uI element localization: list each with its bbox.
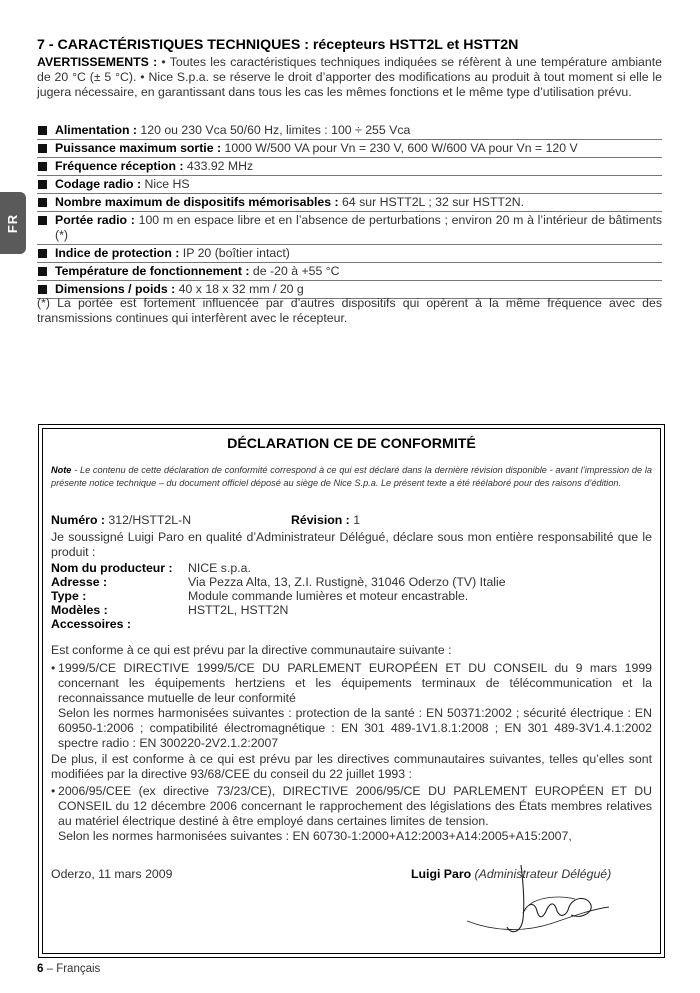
declaration-intro: Je soussigné Luigi Paro en qualité d’Administrateur Délégué, déclare sous mon entière responsabilité que le produit :	[51, 530, 652, 559]
models-key: Modèles :	[51, 603, 108, 617]
revision-value: 1	[353, 513, 361, 527]
spec-row	[37, 194, 662, 212]
spec-value: 433.92 MHz	[186, 159, 254, 173]
warning-label: AVERTISSEMENTS :	[37, 55, 158, 69]
revision-block	[291, 513, 360, 528]
spec-label: Puissance maximum sortie :	[55, 141, 222, 155]
spec-label: Portée radio :	[55, 213, 135, 227]
declaration-inner-frame	[42, 428, 661, 954]
spec-value: 1000 W/500 VA pour Vn = 230 V, 600 W/600 VA pour Vn = 120 V	[224, 141, 578, 155]
spec-value: 100 m en espace libre et en l’absence de perturbations ; environ 20 m à l’intérieur de bâtiments (*)	[55, 213, 663, 242]
bullet-dot-icon: •	[51, 661, 56, 675]
footer-language: – Français	[43, 963, 101, 975]
spec-row	[37, 212, 662, 245]
spec-row	[37, 263, 662, 281]
page-number: 6	[37, 963, 44, 975]
spec-value: IP 20 (boîtier intact)	[182, 246, 290, 260]
producer-key: Nom du producteur :	[51, 561, 173, 575]
address-value: Via Pezza Alta, 13, Z.I. Rustignè, 31046 Oderzo (TV) Italie	[188, 575, 506, 589]
spec-row	[37, 140, 662, 158]
spec-value: de -20 à +55 °C	[252, 264, 340, 278]
footnote: (*) La portée est fortement influencée par d’autres dispositifs qui opèrent à la même fréquence avec des transmissions continues qui interfèrent avec le récepteur.	[37, 296, 662, 325]
directive-2-norms: Selon les normes harmonisées suivantes : EN 60730-1:2000+A12:2003+A14:2005+A15:2007,	[58, 829, 572, 843]
address-row	[51, 575, 652, 590]
note-label: Note	[51, 465, 72, 475]
bullet-square-icon	[38, 180, 47, 189]
directive-1-text: 1999/5/CE DIRECTIVE 1999/5/CE DU PARLEMENT EUROPÉEN ET DU CONSEIL du 9 mars 1999 concernant les équipements hertziens et les équipements terminaux de télécommunication et la reconnaissance mutuelle de leur conformité	[58, 661, 652, 705]
page-footer	[37, 962, 100, 977]
spec-label: Nombre maximum de dispositifs mémorisables :	[55, 195, 339, 209]
spec-row	[37, 176, 662, 194]
declaration-note	[51, 464, 652, 490]
directive-2-text: 2006/95/CEE (ex directive 73/23/CE), DIRECTIVE 2006/95/CE DU PARLEMENT EUROPÉEN ET DU CONSEIL du 12 décembre 2006 concernant le rapprochement des législations des États membres relatives au matériel électrique destiné à être employé dans certaines limites de tension.	[58, 784, 652, 828]
spec-label: Indice de protection :	[55, 246, 180, 260]
spec-label: Alimentation :	[55, 123, 137, 137]
bullet-square-icon	[38, 126, 47, 135]
warning-paragraph	[37, 55, 662, 100]
section-title: 7 - CARACTÉRISTIQUES TECHNIQUES : récepteurs HSTT2L et HSTT2N	[37, 37, 519, 53]
bullet-square-icon	[38, 144, 47, 153]
spec-value: 120 ou 230 Vca 50/60 Hz, limites : 100 ÷ 255 Vca	[140, 123, 411, 137]
bullet-dot-icon: •	[51, 784, 56, 798]
bullet-square-icon	[38, 285, 47, 294]
numero-label: Numéro :	[51, 513, 105, 527]
conformity-statement-1: Est conforme à ce qui est prévu par la directive communautaire suivante :	[51, 643, 452, 657]
declaration-title: DÉCLARATION CE DE CONFORMITÉ	[227, 436, 476, 452]
models-value: HSTT2L, HSTT2N	[188, 603, 289, 617]
spec-label: Dimensions / poids :	[55, 282, 176, 296]
bullet-square-icon	[38, 162, 47, 171]
bullet-square-icon	[38, 216, 47, 225]
bullet-square-icon	[38, 198, 47, 207]
bullet-square-icon	[38, 249, 47, 258]
spec-value: 40 x 18 x 32 mm / 20 g	[178, 282, 304, 296]
numero-value: 312/HSTT2L-N	[108, 513, 192, 527]
type-value: Module commande lumières et moteur encastrable.	[188, 589, 469, 603]
spec-row	[37, 245, 662, 263]
producer-row	[51, 561, 652, 576]
spec-row	[37, 158, 662, 176]
place-date: Oderzo, 11 mars 2009	[51, 867, 173, 881]
spec-value: 64 sur HSTT2L ; 32 sur HSTT2N.	[342, 195, 525, 209]
directive-bullet-2	[51, 784, 652, 844]
spec-label: Fréquence réception :	[55, 159, 184, 173]
declaration-box	[38, 424, 665, 958]
type-key: Type :	[51, 589, 87, 603]
directive-bullet-1	[51, 661, 652, 751]
spec-label: Température de fonctionnement :	[55, 264, 250, 278]
address-key: Adresse :	[51, 575, 108, 589]
type-row	[51, 589, 652, 604]
warning-text: • Toutes les caractéristiques techniques indiquées se réfèrent à une température ambiante de 20 °C (± 5 °C). • Nice S.p.a. se réserve le droit d’apporter des modifications au produit à tout moment si elle le jugera nécessaire, en garantissant dans tous les cas les mêmes fonctions et le même type d’utilisation prévu.	[37, 55, 662, 99]
spec-label: Codage radio :	[55, 177, 142, 191]
spec-list	[37, 122, 662, 299]
revision-label: Révision :	[291, 513, 350, 527]
directive-1-norms: Selon les normes harmonisées suivantes : protection de la santé : EN 50371:2002 ; sécurité électrique : EN 60950-1:2006 ; compatibilité électromagnétique : EN 301 489-1V1.8.1:2008 ; EN 301 489-3V1.4.1:2002 spectre radio : EN 300220-2V2.1.2:2007	[58, 706, 652, 750]
models-row	[51, 603, 652, 618]
spec-value: Nice HS	[144, 177, 190, 191]
language-tab-label: FR	[5, 213, 21, 233]
accessories-row	[51, 617, 652, 632]
producer-value: NICE s.p.a.	[188, 561, 251, 575]
bullet-square-icon	[38, 267, 47, 276]
spec-row	[37, 122, 662, 140]
handwritten-signature-icon	[463, 861, 613, 943]
accessories-key: Accessoires :	[51, 617, 131, 631]
signatory-role: (Administrateur Délégué)	[474, 867, 612, 881]
language-tab	[0, 192, 26, 254]
conformity-statement-2: De plus, il est conforme à ce qui est prévu par les directives communautaires suivantes, telles qu’elles sont modifiées par la directive 93/68/CEE du conseil du 22 juillet 1993 :	[51, 752, 652, 781]
document-number-line	[51, 513, 652, 528]
note-text: - Le contenu de cette déclaration de conformité correspond à ce qui est déclaré dans la dernière révision disponible - avant l’impression de la présente notice technique – du document officiel déposé au siège de Nice S.p.a. Le présent texte a été réélaboré pour des raisons d’édition.	[51, 465, 652, 488]
signatory-name: Luigi Paro	[411, 867, 472, 881]
